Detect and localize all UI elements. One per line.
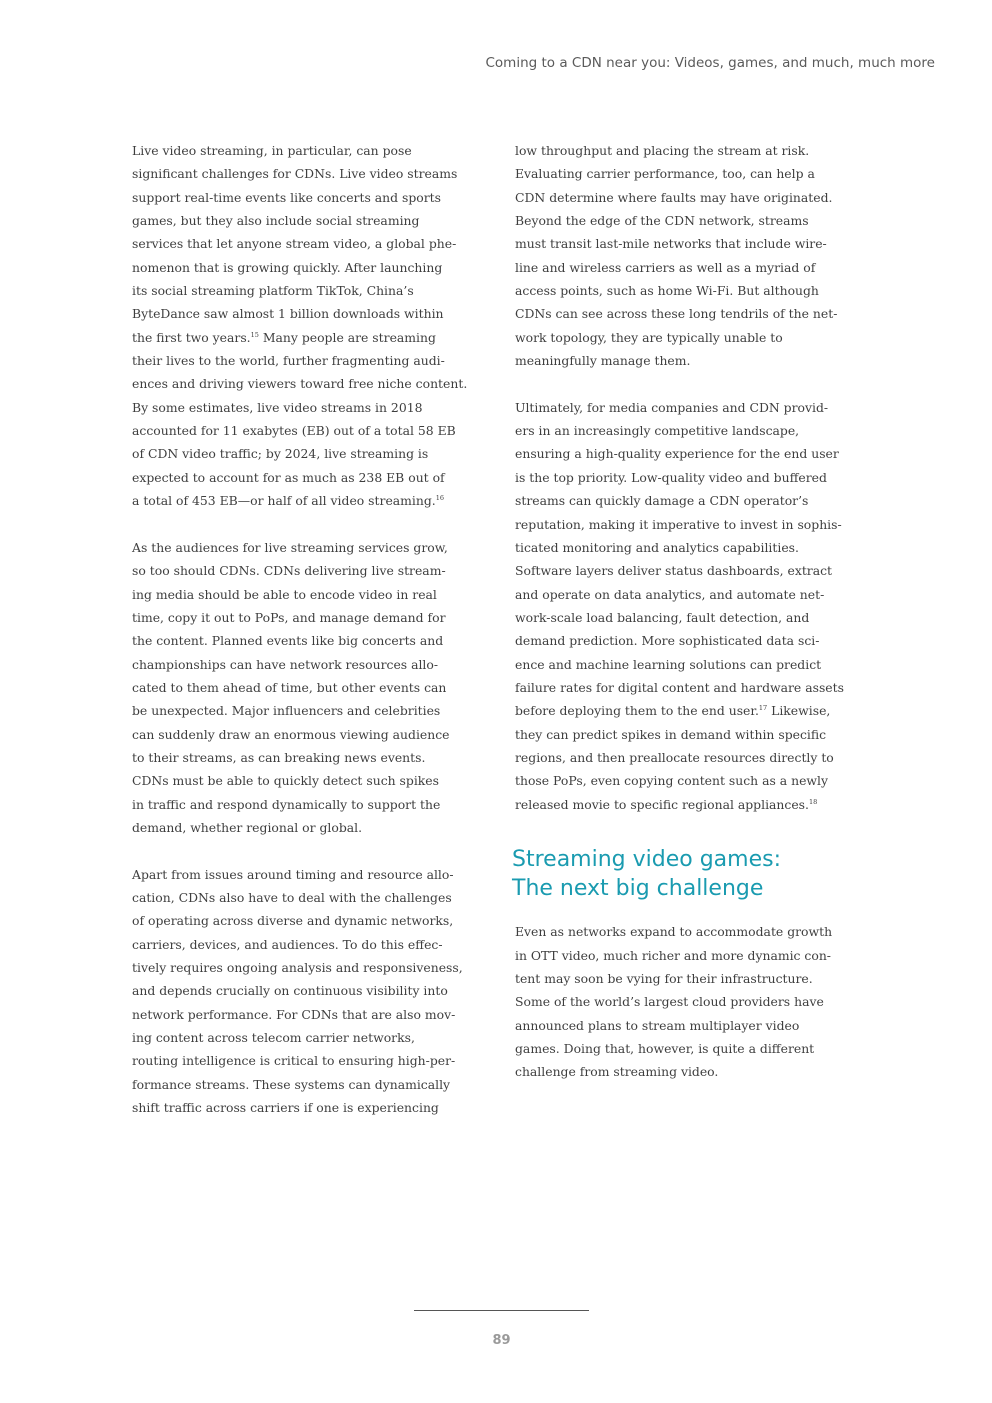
footnote-ref-16[interactable]: 16 bbox=[435, 494, 445, 503]
text-line: Software layers deliver status dashboards, extract bbox=[515, 563, 833, 579]
section-heading-line: The next big challenge bbox=[512, 876, 764, 902]
right-column bbox=[512, 139, 860, 1084]
text-line: the content. Planned events like big concerts and bbox=[132, 633, 444, 649]
text-line: work-scale load balancing, fault detection, and bbox=[515, 609, 810, 625]
text-line: failure rates for digital content and hardware assets bbox=[515, 679, 844, 695]
text-line: ences and driving viewers toward free niche content. bbox=[132, 376, 468, 392]
left-column bbox=[132, 139, 482, 1119]
text-line: reputation, making it imperative to invest in sophis- bbox=[515, 516, 842, 532]
text-line: is the top priority. Low-quality video and buffered bbox=[515, 469, 827, 485]
text-line: they can predict spikes in demand within specific bbox=[515, 726, 827, 742]
footnote-ref-18[interactable]: 18 bbox=[808, 797, 818, 806]
text-line: demand, whether regional or global. bbox=[132, 819, 363, 835]
text-line: ensuring a high-quality experience for the end user bbox=[515, 446, 839, 462]
text-line: line and wireless carriers as well as a myriad of bbox=[515, 259, 816, 275]
text-line: can suddenly draw an enormous viewing audience bbox=[132, 726, 450, 742]
text-line: ing content across telecom carrier networks, bbox=[132, 1030, 415, 1046]
text-line: its social streaming platform TikTok, China’s bbox=[132, 283, 414, 299]
text-fragment: Many people are streaming bbox=[258, 329, 436, 345]
text-line: ByteDance saw almost 1 billion downloads within bbox=[132, 306, 444, 322]
text-line: expected to account for as much as 238 EB out of bbox=[132, 469, 445, 485]
text-line: Ultimately, for media companies and CDN provid- bbox=[515, 399, 829, 415]
paragraph-gap bbox=[515, 372, 860, 395]
text-fragment: the first two years. bbox=[132, 329, 251, 345]
text-line: streams can quickly damage a CDN operator’s bbox=[515, 493, 809, 509]
text-line: must transit last-mile networks that include wire- bbox=[515, 236, 827, 252]
text-line: in OTT video, much richer and more dynamic con- bbox=[515, 947, 831, 963]
text-line: tively requires ongoing analysis and responsiveness, bbox=[132, 960, 463, 976]
text-line: Apart from issues around timing and resource allo- bbox=[132, 866, 454, 882]
text-line: games, but they also include social streaming bbox=[132, 213, 420, 229]
page-number: 89 bbox=[492, 1333, 511, 1348]
text-line: games. Doing that, however, is quite a different bbox=[515, 1041, 815, 1057]
text-line: work topology, they are typically unable to bbox=[515, 329, 783, 345]
text-line: nomenon that is growing quickly. After launching bbox=[132, 259, 443, 275]
paragraph-gap bbox=[132, 839, 482, 862]
text-line: Some of the world’s largest cloud providers have bbox=[515, 994, 824, 1010]
text-line: ticated monitoring and analytics capabilities. bbox=[515, 539, 799, 555]
section-heading-line: Streaming video games: bbox=[512, 847, 781, 873]
text-line: CDNs can see across these long tendrils of the net- bbox=[515, 306, 838, 322]
text-line: announced plans to stream multiplayer video bbox=[515, 1017, 800, 1033]
text-line bbox=[132, 326, 482, 349]
text-line bbox=[132, 489, 482, 512]
paragraph-video-games bbox=[515, 920, 860, 1083]
text-line: formance streams. These systems can dynamically bbox=[132, 1076, 451, 1092]
text-line: Evaluating carrier performance, too, can help a bbox=[515, 166, 815, 182]
text-line: network performance. For CDNs that are also mov- bbox=[132, 1006, 456, 1022]
text-fragment: released movie to specific regional appliances. bbox=[515, 796, 809, 812]
text-line: be unexpected. Major influencers and celebrities bbox=[132, 703, 441, 719]
text-line: significant challenges for CDNs. Live video streams bbox=[132, 166, 458, 182]
text-line bbox=[515, 699, 860, 722]
footer-rule bbox=[414, 1310, 589, 1311]
text-line: and depends crucially on continuous visibility into bbox=[132, 983, 448, 999]
text-line: services that let anyone stream video, a global phe- bbox=[132, 236, 457, 252]
text-line: carriers, devices, and audiences. To do this effec- bbox=[132, 936, 443, 952]
text-line: meaningfully manage them. bbox=[515, 353, 691, 369]
text-line: to their streams, as can breaking news events. bbox=[132, 749, 426, 765]
text-line bbox=[515, 793, 860, 816]
text-line: championships can have network resources allo- bbox=[132, 656, 439, 672]
paragraph-gap bbox=[515, 816, 860, 839]
text-line: of operating across diverse and dynamic networks, bbox=[132, 913, 454, 929]
text-fragment: before deploying them to the end user. bbox=[515, 703, 759, 719]
text-line: low throughput and placing the stream at risk. bbox=[515, 143, 810, 158]
paragraph-gap bbox=[132, 513, 482, 536]
text-line: ing media should be able to encode video in real bbox=[132, 586, 437, 602]
text-line: shift traffic across carriers if one is experiencing bbox=[132, 1100, 439, 1116]
text-line: cated to them ahead of time, but other events can bbox=[132, 679, 447, 695]
text-line: Beyond the edge of the CDN network, streams bbox=[515, 213, 809, 229]
text-line: and operate on data analytics, and automate net- bbox=[515, 586, 825, 602]
footnote-ref-17[interactable]: 17 bbox=[758, 704, 768, 713]
text-line: demand prediction. More sophisticated data sci- bbox=[515, 633, 820, 649]
text-line: Live video streaming, in particular, can pose bbox=[132, 143, 412, 158]
text-line: As the audiences for live streaming services grow, bbox=[132, 539, 448, 555]
text-line: CDNs must be able to quickly detect such spikes bbox=[132, 773, 440, 789]
text-line: regions, and then preallocate resources directly to bbox=[515, 749, 834, 765]
text-line: in traffic and respond dynamically to support the bbox=[132, 796, 441, 812]
text-line: tent may soon be vying for their infrastructure. bbox=[515, 971, 813, 986]
text-line: of CDN video traffic; by 2024, live streaming is bbox=[132, 446, 429, 462]
text-line: ence and machine learning solutions can predict bbox=[515, 656, 822, 672]
paragraph-audiences bbox=[132, 536, 482, 839]
paragraph-throughput bbox=[515, 139, 860, 372]
text-line: accounted for 11 exabytes (EB) out of a total 58 EB bbox=[132, 423, 456, 439]
text-line: access points, such as home Wi-Fi. But although bbox=[515, 283, 819, 299]
footnote-ref-15[interactable]: 15 bbox=[250, 330, 259, 339]
text-fragment: a total of 453 EB—or half of all video streaming. bbox=[132, 493, 436, 509]
text-line: By some estimates, live video streams in 2018 bbox=[132, 399, 423, 415]
text-line: ers in an increasingly competitive landscape, bbox=[515, 423, 800, 439]
paragraph-timing-resources bbox=[132, 863, 482, 1120]
text-line: Even as networks expand to accommodate growth bbox=[515, 924, 833, 940]
text-line: CDN determine where faults may have originated. bbox=[515, 189, 833, 205]
text-line: their lives to the world, further fragmenting audi- bbox=[132, 353, 445, 369]
running-header: Coming to a CDN near you: Videos, games, and much, much more bbox=[485, 55, 935, 71]
text-line: so too should CDNs. CDNs delivering live stream- bbox=[132, 563, 446, 579]
text-line: support real-time events like concerts and sports bbox=[132, 189, 441, 205]
text-fragment: Likewise, bbox=[767, 703, 831, 719]
text-line: those PoPs, even copying content such as a newly bbox=[515, 773, 828, 789]
section-heading bbox=[512, 839, 860, 903]
heading-gap bbox=[515, 903, 860, 920]
text-line: cation, CDNs also have to deal with the challenges bbox=[132, 890, 452, 905]
paragraph-ultimately bbox=[515, 396, 860, 816]
text-line: time, copy it out to PoPs, and manage demand for bbox=[132, 609, 446, 625]
text-line: challenge from streaming video. bbox=[515, 1064, 719, 1080]
text-line: routing intelligence is critical to ensuring high-per- bbox=[132, 1053, 456, 1069]
paragraph-live-streaming bbox=[132, 139, 482, 513]
